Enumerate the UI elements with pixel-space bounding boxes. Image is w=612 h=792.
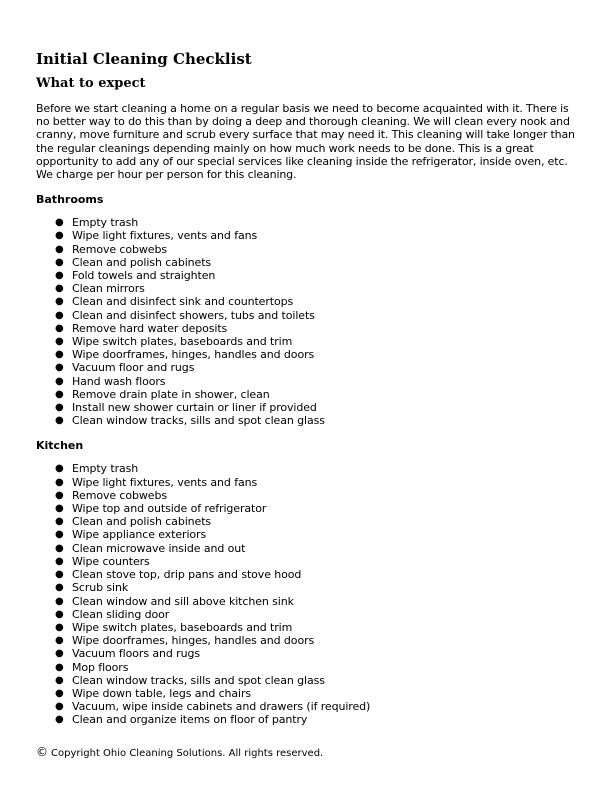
- list-item-text: Clean window tracks, sills and spot clean glass: [72, 414, 325, 428]
- list-item-text: Wipe down table, legs and chairs: [72, 686, 252, 700]
- bullet-icon: ●: [55, 714, 64, 726]
- bullet-icon: ●: [55, 402, 64, 414]
- list-item: [36, 515, 582, 528]
- list-item-text: Clean and disinfect showers, tubs and toilets: [72, 308, 315, 322]
- bullet-icon: ●: [55, 555, 64, 567]
- bullet-icon: ●: [55, 230, 64, 242]
- list-item-text: Clean window tracks, sills and spot clean glass: [72, 673, 325, 687]
- list-item-text: Vacuum floors and rugs: [72, 647, 200, 661]
- bullet-icon: ●: [55, 701, 64, 713]
- bullet-icon: ●: [55, 542, 64, 554]
- bullet-icon: ●: [55, 256, 64, 268]
- list-item-text: Clean stove top, drip pans and stove hood: [72, 568, 302, 582]
- bullet-icon: ●: [55, 489, 64, 501]
- list-item-text: Vacuum floor and rugs: [72, 361, 195, 375]
- bullet-icon: ●: [55, 217, 64, 229]
- list-item: [36, 269, 582, 282]
- list-item-text: Mop floors: [72, 660, 129, 674]
- list-item-text: Wipe switch plates, baseboards and trim: [72, 620, 293, 634]
- list-item-text: Remove cobwebs: [72, 242, 167, 256]
- page-title: Initial Cleaning Checklist: [36, 50, 252, 68]
- bullet-icon: ●: [55, 362, 64, 374]
- list-item-text: Clean and polish cabinets: [72, 255, 212, 269]
- bullet-icon: ●: [55, 349, 64, 361]
- list-item: [36, 309, 582, 322]
- list-item: [36, 595, 582, 608]
- list-item: [36, 462, 582, 475]
- list-item: [36, 687, 582, 700]
- list-item: [36, 361, 582, 374]
- bullet-icon: ●: [55, 503, 64, 515]
- bullet-icon: ●: [55, 635, 64, 647]
- bullet-icon: ●: [55, 595, 64, 607]
- copyright-icon: ©: [36, 745, 48, 759]
- list-item: [36, 375, 582, 388]
- list-item-text: Clean sliding door: [72, 607, 170, 621]
- list-item: [36, 282, 582, 295]
- bullet-icon: ●: [55, 375, 64, 387]
- bullet-icon: ●: [55, 283, 64, 295]
- bullet-icon: ●: [55, 674, 64, 686]
- list-item: [36, 414, 582, 427]
- list-item: [36, 502, 582, 515]
- bullet-icon: ●: [55, 309, 64, 321]
- list-item: [36, 388, 582, 401]
- list-item-text: Wipe doorframes, hinges, handles and doors: [72, 348, 315, 362]
- list-item: [36, 674, 582, 687]
- list-item-text: Wipe light fixtures, vents and fans: [72, 475, 258, 489]
- list-item: [36, 700, 582, 713]
- copyright-footer: [36, 746, 323, 760]
- intro-paragraph: Before we start cleaning a home on a regular basis we need to become acquainted with it. There is no better way to do this than by doing a deep and thorough cleaning. We will clean every nook and cranny, move furniture and scrub every surface that may need it. This cleaning will take longer than the regular cleanings depending mainly on how much work needs to be done. This is a great opportunity to add any of our special services like cleaning inside the refrigerator, inside oven, etc. We charge per hour per person for this cleaning.: [36, 102, 575, 182]
- list-item: [36, 621, 582, 634]
- list-item-text: Empty trash: [72, 462, 139, 476]
- copyright-text: Copyright Ohio Cleaning Solutions. All rights reserved.: [51, 748, 324, 759]
- list-item-text: Clean window and sill above kitchen sink: [72, 594, 294, 608]
- bathrooms-heading: Bathrooms: [36, 193, 104, 207]
- bullet-icon: ●: [55, 463, 64, 475]
- document-page: [36, 50, 582, 727]
- list-item: [36, 542, 582, 555]
- bullet-icon: ●: [55, 296, 64, 308]
- list-item-text: Clean and polish cabinets: [72, 515, 212, 529]
- kitchen-checklist: [36, 462, 582, 726]
- bullet-icon: ●: [55, 569, 64, 581]
- list-item-text: Clean and disinfect sink and countertops: [72, 295, 294, 309]
- list-item: [36, 295, 582, 308]
- list-item-text: Remove cobwebs: [72, 488, 167, 502]
- list-item: [36, 335, 582, 348]
- list-item: [36, 661, 582, 674]
- list-item-text: Hand wash floors: [72, 374, 166, 388]
- list-item: [36, 608, 582, 621]
- list-item: [36, 216, 582, 229]
- list-item-text: Clean mirrors: [72, 282, 145, 296]
- list-item-text: Scrub sink: [72, 581, 129, 595]
- list-item: [36, 555, 582, 568]
- bullet-icon: ●: [55, 322, 64, 334]
- list-item: [36, 634, 582, 647]
- bullet-icon: ●: [55, 243, 64, 255]
- bullet-icon: ●: [55, 529, 64, 541]
- list-item-text: Wipe counters: [72, 554, 150, 568]
- list-item-text: Wipe top and outside of refrigerator: [72, 502, 267, 516]
- list-item: [36, 581, 582, 594]
- bullet-icon: ●: [55, 687, 64, 699]
- list-item-text: Wipe appliance exteriors: [72, 528, 207, 542]
- list-item: [36, 348, 582, 361]
- list-item-text: Install new shower curtain or liner if provided: [72, 401, 317, 415]
- list-item: [36, 489, 582, 502]
- list-item-text: Wipe light fixtures, vents and fans: [72, 229, 258, 243]
- list-item-text: Clean microwave inside and out: [72, 541, 246, 555]
- list-item: [36, 401, 582, 414]
- bullet-icon: ●: [55, 661, 64, 673]
- section-subtitle: What to expect: [36, 76, 146, 91]
- list-item: [36, 322, 582, 335]
- list-item-text: Remove drain plate in shower, clean: [72, 387, 270, 401]
- bathrooms-checklist: [36, 216, 582, 427]
- list-item-text: Wipe doorframes, hinges, handles and doors: [72, 634, 315, 648]
- bullet-icon: ●: [55, 476, 64, 488]
- list-item: [36, 528, 582, 541]
- bullet-icon: ●: [55, 621, 64, 633]
- list-item-text: Vacuum, wipe inside cabinets and drawers (if required): [72, 700, 371, 714]
- list-item-text: Wipe switch plates, baseboards and trim: [72, 335, 293, 349]
- list-item: [36, 713, 582, 726]
- list-item-text: Clean and organize items on floor of pantry: [72, 713, 308, 727]
- bullet-icon: ●: [55, 648, 64, 660]
- list-item: [36, 476, 582, 489]
- bullet-icon: ●: [55, 270, 64, 282]
- list-item-text: Empty trash: [72, 216, 139, 230]
- bullet-icon: ●: [55, 516, 64, 528]
- bullet-icon: ●: [55, 388, 64, 400]
- list-item: [36, 256, 582, 269]
- list-item: [36, 647, 582, 660]
- list-item: [36, 229, 582, 242]
- list-item-text: Remove hard water deposits: [72, 321, 228, 335]
- list-item: [36, 568, 582, 581]
- list-item: [36, 243, 582, 256]
- bullet-icon: ●: [55, 582, 64, 594]
- kitchen-heading: Kitchen: [36, 439, 84, 453]
- bullet-icon: ●: [55, 415, 64, 427]
- bullet-icon: ●: [55, 608, 64, 620]
- list-item-text: Fold towels and straighten: [72, 269, 216, 283]
- bullet-icon: ●: [55, 336, 64, 348]
